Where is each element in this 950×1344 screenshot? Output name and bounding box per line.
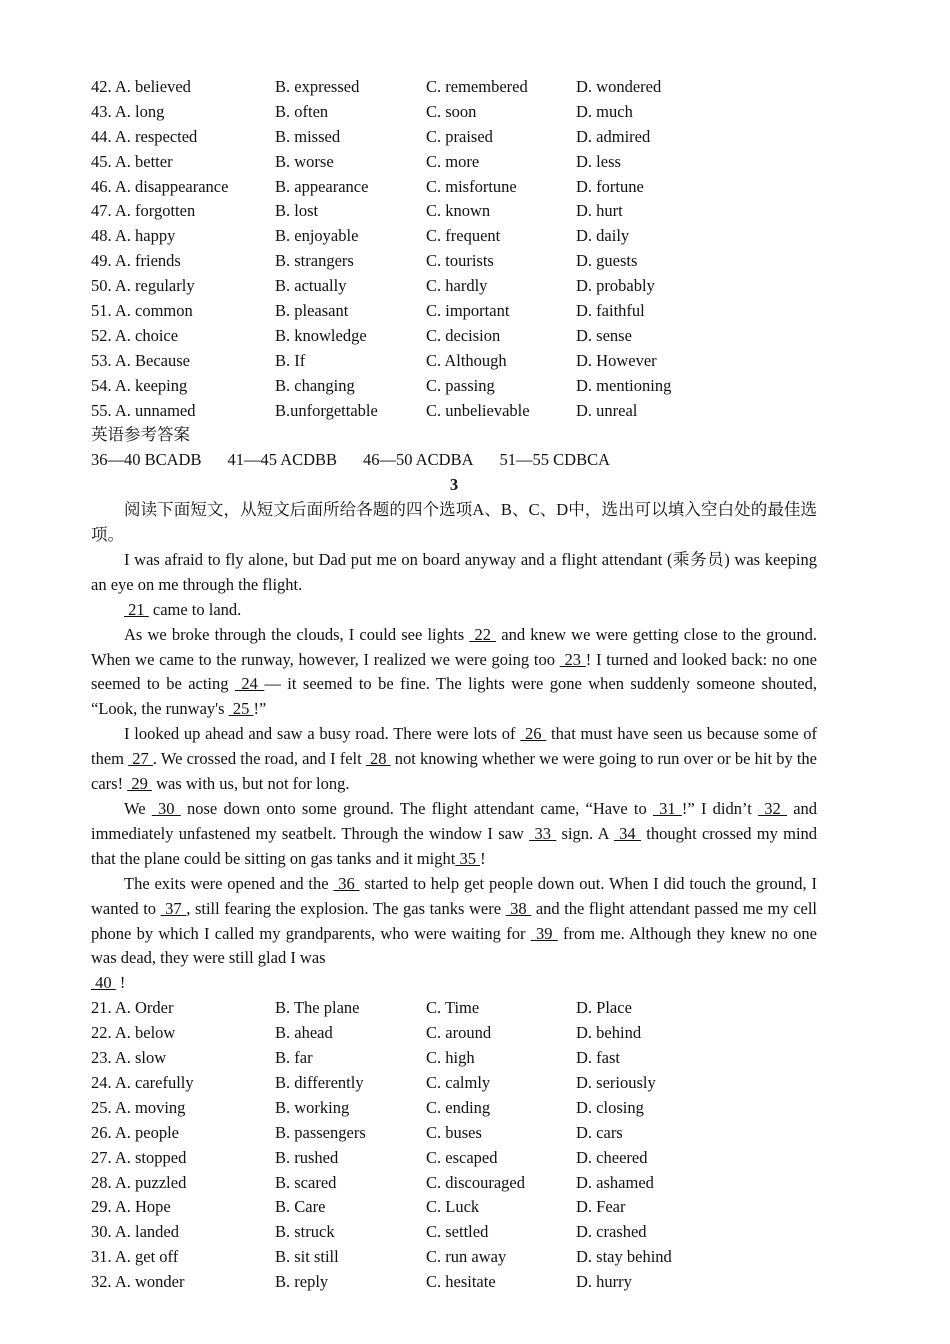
- passage-text: and knew we were getting close to the ground. When we came to the runway, however, I realized we were going too: [91, 624, 818, 669]
- answer-group: 46—50 ACDBA: [363, 450, 474, 470]
- option-row: [91, 1046, 817, 1071]
- option-a: [91, 1021, 175, 1046]
- option-row: [91, 324, 817, 349]
- option-row: [91, 175, 817, 200]
- option-d: D. wondered: [576, 77, 662, 96]
- option-b: B. knowledge: [275, 325, 367, 345]
- option-a-text: A. carefully: [114, 1072, 194, 1092]
- option-a: [91, 199, 195, 224]
- passage-text: was with us, but not for long.: [151, 774, 350, 794]
- question-number: 32.: [91, 1272, 112, 1292]
- option-a: [91, 996, 174, 1021]
- option-a: [91, 75, 191, 100]
- passage-text: The exits were opened and the: [124, 873, 334, 893]
- option-c: C. Luck: [426, 1197, 480, 1217]
- option-a-text: A. better: [114, 151, 173, 171]
- option-a: [91, 1146, 186, 1171]
- blank-39: 39: [530, 923, 558, 943]
- option-d: D. sense: [576, 325, 632, 345]
- question-number: 23.: [91, 1048, 112, 1068]
- option-c: C. passing: [426, 375, 495, 395]
- option-b: B. sit still: [275, 1247, 339, 1267]
- option-c: C. known: [426, 201, 491, 221]
- option-a-text: A. slow: [114, 1048, 167, 1068]
- option-a-text: A. Because: [114, 350, 190, 370]
- option-c: C. hesitate: [426, 1272, 496, 1292]
- option-a-text: A. Hope: [114, 1197, 171, 1217]
- option-b: B. reply: [275, 1272, 329, 1292]
- option-a: [91, 1121, 179, 1146]
- question-number: 28.: [91, 1172, 112, 1192]
- passage-text: As we broke through the clouds, I could see lights: [124, 624, 470, 644]
- option-row: [91, 199, 817, 224]
- option-c: C. more: [426, 151, 480, 171]
- question-number: 26.: [91, 1122, 112, 1142]
- passage-paragraph-2: [91, 598, 817, 623]
- option-c: C. calmly: [426, 1072, 491, 1092]
- passage-paragraph-4: [91, 722, 817, 797]
- option-a-text: A. believed: [114, 77, 191, 96]
- blank-21: 21: [124, 599, 149, 619]
- option-d: D. However: [576, 350, 657, 370]
- option-b: B. ahead: [275, 1023, 333, 1043]
- option-b: B. changing: [275, 375, 355, 395]
- passage-text: from me. Although they knew no one was dead, they were still glad I was: [91, 923, 817, 968]
- option-a-text: A. choice: [114, 325, 179, 345]
- option-a-text: A. regularly: [114, 276, 195, 296]
- option-row: [91, 1245, 817, 1270]
- passage-text: We: [124, 799, 152, 819]
- question-number: 24.: [91, 1072, 112, 1092]
- option-a-text: A. respected: [114, 126, 198, 146]
- option-row: [91, 1220, 817, 1245]
- blank-38: 38: [505, 898, 532, 918]
- option-b: B. rushed: [275, 1147, 339, 1167]
- option-c: C. settled: [426, 1222, 489, 1242]
- option-b: B. often: [275, 101, 329, 121]
- option-row: [91, 1171, 817, 1196]
- option-d: D. ashamed: [576, 1172, 654, 1192]
- option-a-text: A. moving: [114, 1097, 186, 1117]
- question-number: 29.: [91, 1197, 112, 1217]
- option-b: B. Care: [275, 1197, 326, 1217]
- passage-paragraph-3: [91, 623, 817, 723]
- question-number: 31.: [91, 1247, 112, 1267]
- option-c: C. hardly: [426, 276, 488, 296]
- option-c: C. unbelievable: [426, 400, 530, 420]
- passage-text: , still fearing the explosion. The gas tanks were: [186, 898, 506, 918]
- option-c: C. around: [426, 1023, 492, 1043]
- blank-35: 35: [455, 848, 481, 868]
- option-row: [91, 1270, 817, 1295]
- blank-24: 24: [234, 674, 265, 694]
- passage-text: !: [480, 848, 486, 868]
- option-d: D. fortune: [576, 176, 644, 196]
- question-number: 27.: [91, 1147, 112, 1167]
- question-number: 49.: [91, 251, 112, 271]
- option-row: [91, 1195, 817, 1220]
- option-c: C. ending: [426, 1097, 491, 1117]
- question-number: 55.: [91, 400, 112, 420]
- option-a: [91, 1171, 186, 1196]
- option-a: [91, 374, 187, 399]
- option-c: C. frequent: [426, 226, 501, 246]
- blank-36: 36: [333, 873, 360, 893]
- passage-text: that must have seen us because some of them: [91, 724, 818, 769]
- option-row: [91, 224, 817, 249]
- option-a-text: A. wonder: [114, 1272, 185, 1292]
- blank-31: 31: [652, 799, 682, 819]
- option-b: B. working: [275, 1097, 350, 1117]
- option-a: [91, 349, 190, 374]
- blank-26: 26: [520, 724, 547, 744]
- option-a: [91, 175, 228, 200]
- answer-key: [91, 448, 817, 473]
- question-number: 50.: [91, 276, 112, 296]
- option-row: [91, 75, 817, 100]
- question-number: 54.: [91, 375, 112, 395]
- blank-22: 22: [469, 624, 497, 644]
- answer-group: 36—40 BCADB: [91, 450, 202, 470]
- option-a: [91, 125, 197, 150]
- option-d: D. probably: [576, 276, 655, 296]
- option-row: [91, 100, 817, 125]
- instruction: 阅读下面短文，从短文后面所给各题的四个选项A、B、C、D中，选出可以填入空白处的最佳选项。: [91, 500, 817, 545]
- option-a: [91, 1071, 194, 1096]
- option-d: D. stay behind: [576, 1247, 672, 1267]
- option-a-text: A. people: [114, 1122, 179, 1142]
- option-b: B.unforgettable: [275, 400, 378, 420]
- option-b: B. far: [275, 1048, 313, 1068]
- option-a-text: A. below: [114, 1023, 176, 1043]
- option-b: B. actually: [275, 276, 347, 296]
- blank-30: 30: [151, 799, 181, 819]
- option-row: [91, 374, 817, 399]
- option-a-text: A. unnamed: [114, 400, 196, 420]
- option-a: [91, 1195, 171, 1220]
- passage-text: sign. A: [556, 823, 614, 843]
- option-a-text: A. disappearance: [114, 176, 229, 196]
- option-d: D. seriously: [576, 1072, 656, 1092]
- option-d: D. hurry: [576, 1272, 632, 1292]
- option-d: D. much: [576, 101, 633, 121]
- option-a-text: A. landed: [114, 1222, 179, 1242]
- blank-29: 29: [127, 774, 152, 794]
- option-a: [91, 1220, 179, 1245]
- option-d: D. cheered: [576, 1147, 648, 1167]
- passage-text: ! I turned and looked back: no one seemed to be acting: [91, 649, 817, 694]
- option-d: D. hurt: [576, 201, 623, 221]
- blank-27: 27: [128, 749, 153, 769]
- option-c: C. buses: [426, 1122, 482, 1142]
- option-row: [91, 125, 817, 150]
- blank-23: 23: [559, 649, 586, 669]
- question-number: 30.: [91, 1222, 112, 1242]
- option-b: B. strangers: [275, 251, 354, 271]
- option-row: [91, 299, 817, 324]
- option-d: D. fast: [576, 1048, 620, 1068]
- option-c: C. tourists: [426, 251, 494, 271]
- question-number: 25.: [91, 1097, 112, 1117]
- option-row: [91, 1121, 817, 1146]
- option-row: [91, 1071, 817, 1096]
- passage-paragraph-5: [91, 797, 817, 872]
- blank-32: 32: [758, 799, 787, 819]
- option-a-text: A. get off: [114, 1247, 179, 1267]
- answer-group: 41—45 ACDBB: [227, 450, 338, 470]
- section-number: 3: [449, 475, 459, 495]
- answer-group: 51—55 CDBCA: [499, 450, 611, 470]
- option-b: B. The plane: [275, 998, 360, 1018]
- passage-text: !” I didn’t: [681, 799, 759, 819]
- question-number: 51.: [91, 301, 112, 321]
- option-a-text: A. puzzled: [114, 1172, 187, 1192]
- option-d: D. faithful: [576, 301, 645, 321]
- option-d: D. closing: [576, 1097, 644, 1117]
- option-b: B. expressed: [275, 77, 360, 96]
- option-row: [91, 399, 817, 424]
- passage-text: !”: [253, 699, 267, 719]
- option-d: D. guests: [576, 251, 638, 271]
- option-a: [91, 399, 196, 424]
- question-number: 45.: [91, 151, 112, 171]
- document-page: [91, 75, 817, 1295]
- option-b: B. pleasant: [275, 301, 349, 321]
- option-b: B. differently: [275, 1072, 364, 1092]
- option-c: C. misfortune: [426, 176, 517, 196]
- passage-paragraph-1: I was afraid to fly alone, but Dad put me on board anyway and a flight attendant (乘务员) was keeping an eye on me through the flight.: [91, 549, 817, 594]
- passage-text: — it seemed to be fine. The lights were gone when suddenly someone shouted, “Look, the runway's: [91, 674, 818, 719]
- option-b: B. appearance: [275, 176, 369, 196]
- passage-text: . We crossed the road, and I felt: [152, 749, 366, 769]
- passage-text: not knowing whether we were going to run over or be hit by the cars!: [91, 749, 817, 794]
- question-number: 22.: [91, 1023, 112, 1043]
- blank-28: 28: [365, 749, 391, 769]
- passage-text: and the flight attendant passed me my cell phone by which I called my grandparents, who were waiting for: [91, 898, 818, 943]
- passage-text: and immediately unfastened my seatbelt. Through the window I saw: [91, 799, 818, 843]
- option-c: C. Time: [426, 998, 480, 1018]
- blank-40: 40: [91, 973, 116, 993]
- answer-heading: 英语参考答案: [91, 425, 190, 445]
- option-row: [91, 274, 817, 299]
- option-a-text: A. long: [114, 101, 165, 121]
- option-a: [91, 249, 181, 274]
- option-c: C. discouraged: [426, 1172, 525, 1192]
- option-a-text: A. happy: [114, 226, 176, 246]
- options-list-part2: [91, 996, 817, 1295]
- option-a: [91, 150, 173, 175]
- option-d: D. admired: [576, 126, 651, 146]
- question-number: 52.: [91, 325, 112, 345]
- passage-text: !: [115, 973, 126, 993]
- option-d: D. unreal: [576, 400, 638, 420]
- option-d: D. Fear: [576, 1197, 626, 1217]
- option-row: [91, 1146, 817, 1171]
- option-b: B. enjoyable: [275, 226, 359, 246]
- option-a: [91, 299, 193, 324]
- option-row: [91, 996, 817, 1021]
- question-number: 43.: [91, 101, 112, 121]
- blank-37: 37: [160, 898, 187, 918]
- option-c: C. run away: [426, 1247, 507, 1267]
- passage-text: I looked up ahead and saw a busy road. There were lots of: [124, 724, 521, 744]
- passage-text: started to help get people down out. When I did touch the ground, I wanted to: [91, 873, 817, 918]
- option-d: D. mentioning: [576, 375, 672, 395]
- option-a-text: A. friends: [114, 251, 181, 271]
- option-c: C. important: [426, 301, 510, 321]
- option-b: B. missed: [275, 126, 341, 146]
- option-a: [91, 1245, 178, 1270]
- option-c: C. decision: [426, 325, 501, 345]
- question-number: 47.: [91, 201, 112, 221]
- question-number: 48.: [91, 226, 112, 246]
- option-a: [91, 1046, 166, 1071]
- option-row: [91, 349, 817, 374]
- option-a: [91, 274, 195, 299]
- option-a-text: A. keeping: [114, 375, 188, 395]
- blank-34: 34: [613, 823, 641, 843]
- option-b: B. worse: [275, 151, 334, 171]
- option-d: D. crashed: [576, 1222, 647, 1242]
- blank-33: 33: [529, 823, 557, 843]
- option-row: [91, 150, 817, 175]
- option-c: C. praised: [426, 126, 493, 146]
- option-b: B. passengers: [275, 1122, 366, 1142]
- question-number: 53.: [91, 350, 112, 370]
- option-d: D. Place: [576, 998, 632, 1018]
- option-d: D. less: [576, 151, 621, 171]
- option-row: [91, 1096, 817, 1121]
- option-c: C. remembered: [426, 77, 528, 96]
- option-d: D. cars: [576, 1122, 623, 1142]
- question-number: 21.: [91, 998, 112, 1018]
- blank-25: 25: [228, 699, 254, 719]
- option-a: [91, 1270, 185, 1295]
- option-a: [91, 224, 175, 249]
- passage-text: nose down onto some ground. The flight attendant came, “Have to: [180, 799, 653, 819]
- option-d: D. daily: [576, 226, 630, 246]
- passage-paragraph-7: [91, 971, 817, 996]
- question-number: 46.: [91, 176, 112, 196]
- question-number: 44.: [91, 126, 112, 146]
- question-number: 42.: [91, 77, 112, 96]
- option-a-text: A. Order: [114, 998, 174, 1018]
- option-c: C. high: [426, 1048, 475, 1068]
- option-a: [91, 1096, 185, 1121]
- option-b: B. struck: [275, 1222, 335, 1242]
- option-row: [91, 249, 817, 274]
- option-a: [91, 100, 164, 125]
- passage-paragraph-6: [91, 872, 817, 972]
- option-b: B. scared: [275, 1172, 337, 1192]
- option-b: B. If: [275, 350, 306, 370]
- option-a-text: A. common: [114, 301, 193, 321]
- options-list-part1: [91, 75, 817, 423]
- option-c: C. soon: [426, 101, 477, 121]
- option-b: B. lost: [275, 201, 319, 221]
- option-row: [91, 1021, 817, 1046]
- passage-text: came to land.: [148, 599, 242, 619]
- option-a-text: A. stopped: [114, 1147, 187, 1167]
- option-a: [91, 324, 178, 349]
- option-c: C. Although: [426, 350, 507, 370]
- option-d: D. behind: [576, 1023, 642, 1043]
- passage-text: thought crossed my mind that the plane could be sitting on gas tanks and it might: [91, 823, 818, 868]
- option-a-text: A. forgotten: [114, 201, 196, 221]
- option-c: C. escaped: [426, 1147, 498, 1167]
